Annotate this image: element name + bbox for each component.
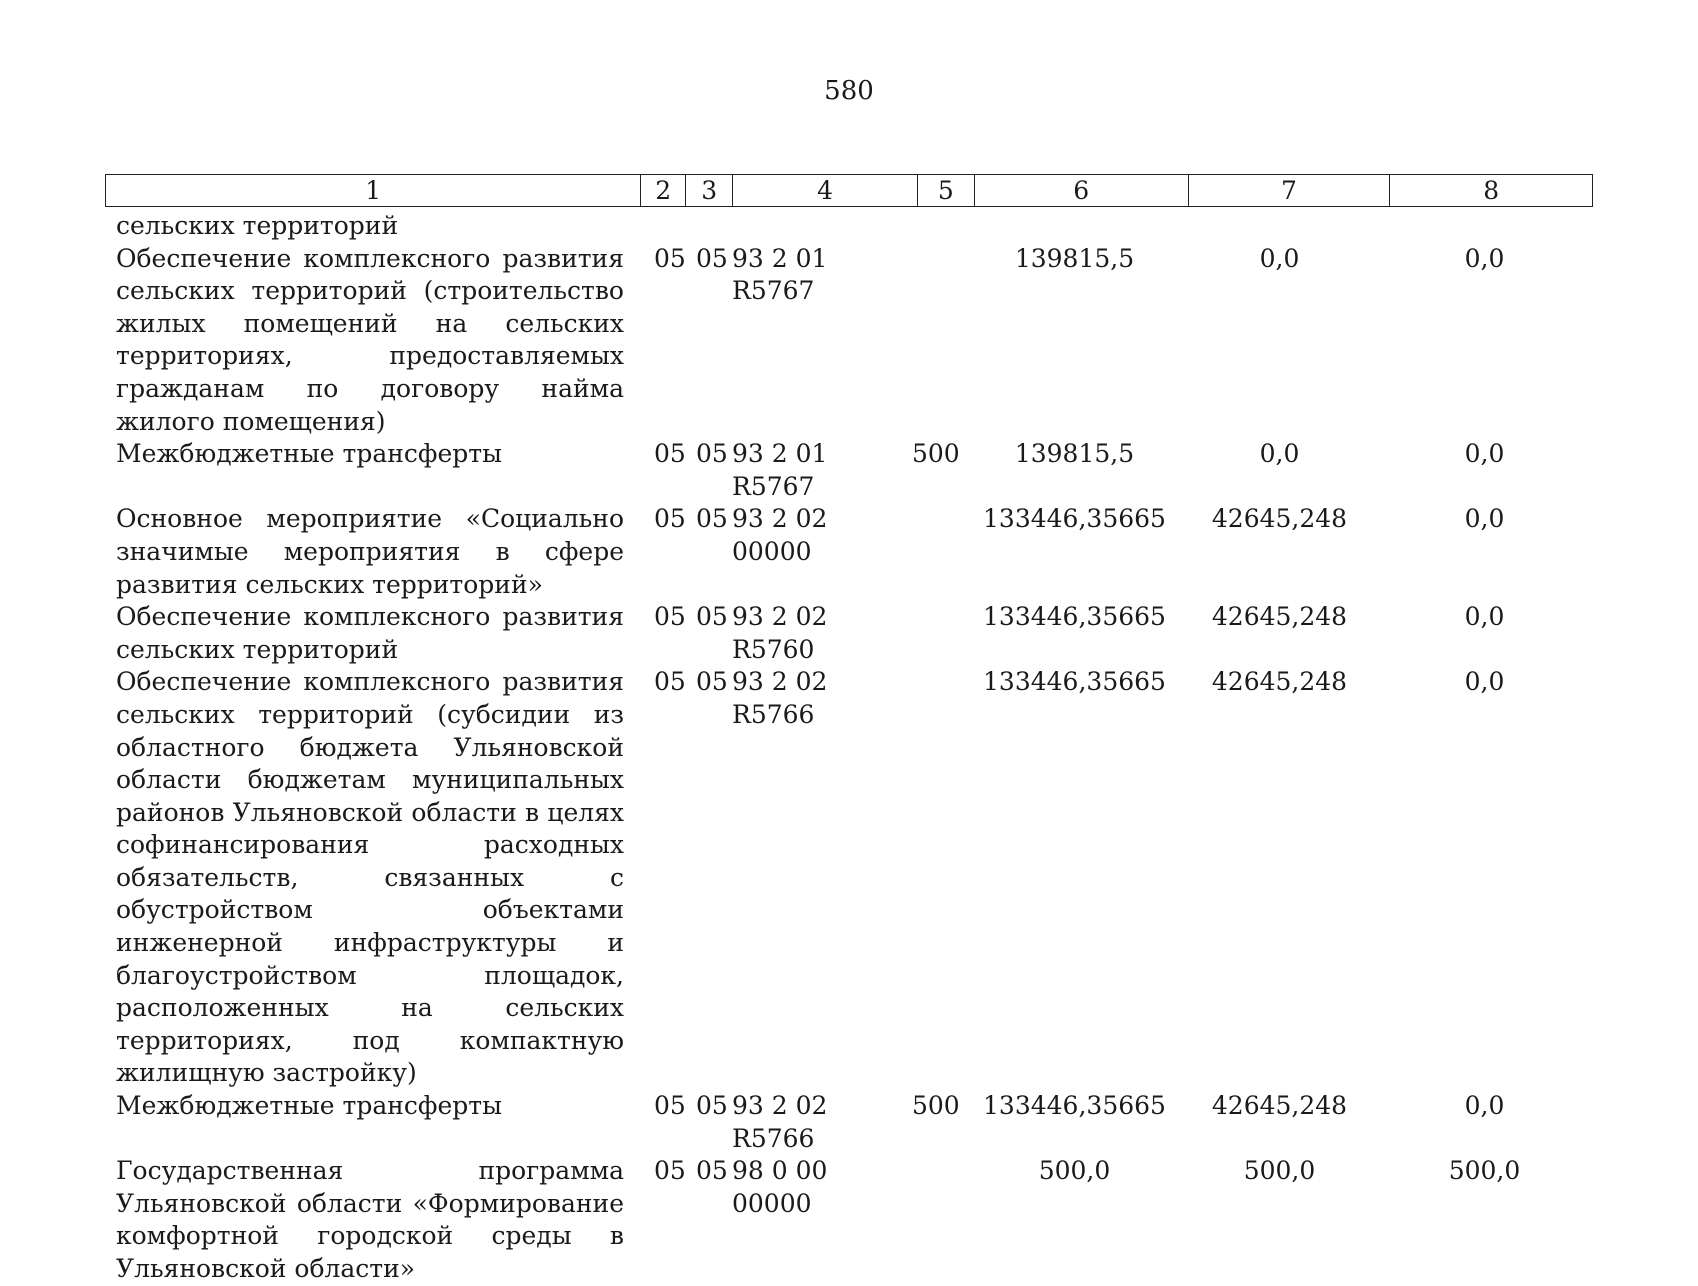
table-row [116, 243, 1596, 439]
row-amount-col7: 0,0 [1259, 439, 1300, 469]
row-section: 05 [654, 504, 686, 534]
row-name: сельских территорий [116, 211, 399, 240]
row-section: 05 [654, 1156, 686, 1186]
row-amount-col7: 42645,248 [1211, 1091, 1348, 1121]
table-row [116, 666, 1596, 1090]
column-header-3: 3 [686, 175, 733, 206]
row-name: Межбюджетные трансферты [116, 439, 503, 469]
row-amount-col8: 0,0 [1464, 1091, 1505, 1121]
row-amount-col6: 133446,35665 [983, 504, 1166, 534]
row-subsection: 05 [696, 504, 728, 534]
row-name: Обеспечение комплексного развития сельских территорий (строительство жилых помещений на сельских территориях, предоставляемых гражданам по договору найма жилого помещения) [116, 243, 624, 436]
row-target-code: 93 2 02 R5766 [732, 1091, 828, 1153]
row-section: 05 [654, 243, 686, 273]
column-header-5: 5 [918, 175, 975, 206]
row-expense-type [912, 1155, 972, 1285]
row-amount-col7: 42645,248 [1211, 504, 1348, 534]
table-column-header [105, 174, 1593, 207]
row-subsection: 05 [696, 439, 728, 469]
row-expense-type [912, 503, 972, 601]
row-amount-col6: 133446,35665 [983, 1091, 1166, 1121]
row-name: Основное мероприятие «Социально значимые мероприятия в сфере развития сельских территорий» [116, 504, 624, 599]
row-name: Межбюджетные трансферты [116, 1091, 503, 1121]
row-amount-col6: 133446,35665 [983, 602, 1166, 632]
row-target-code: 98 0 00 00000 [732, 1156, 828, 1218]
row-expense-type [912, 243, 972, 439]
row-section: 05 [654, 439, 686, 469]
row-amount-col8: 0,0 [1464, 602, 1505, 632]
row-target-code: 93 2 01 R5767 [732, 439, 828, 501]
row-amount-col6: 133446,35665 [983, 667, 1166, 697]
row-amount-col8: 500,0 [1448, 1156, 1521, 1186]
row-expense-type [912, 666, 972, 1090]
column-header-2: 2 [641, 175, 686, 206]
column-header-7: 7 [1189, 175, 1391, 206]
row-subsection: 05 [696, 243, 728, 273]
row-amount-col8: 0,0 [1464, 504, 1505, 534]
row-amount-col6: 500,0 [1038, 1156, 1111, 1186]
row-amount-col8: 0,0 [1464, 243, 1505, 273]
row-target-code: 93 2 02 00000 [732, 504, 828, 566]
row-expense-type: 500 [912, 439, 960, 469]
row-amount-col7 [1177, 210, 1382, 243]
row-amount-col7: 0,0 [1259, 243, 1300, 273]
row-amount-col7: 42645,248 [1211, 602, 1348, 632]
row-subsection: 05 [696, 667, 728, 697]
table-row [116, 210, 1596, 243]
column-header-6: 6 [975, 175, 1189, 206]
row-subsection: 05 [696, 1156, 728, 1186]
table-body [116, 210, 1596, 1286]
row-amount-col6: 139815,5 [1014, 439, 1135, 469]
row-target-code [732, 210, 912, 243]
row-amount-col8 [1382, 210, 1587, 243]
row-name: Обеспечение комплексного развития сельских территорий (субсидии из областного бюджета Ульяновской области бюджетам муниципальных районов Ульяновской области в целях софинансирования расходных обязательств, связанных с обустройством объектами инженерной инфраструктуры и благоустройством площадок, расположенных на сельских территориях, под компактную жилищную застройку) [116, 667, 624, 1088]
row-expense-type: 500 [912, 1091, 960, 1121]
row-name: Государственная программа Ульяновской области «Формирование комфортной городской среды в Ульяновской области» [116, 1156, 624, 1283]
column-header-4: 4 [733, 175, 918, 206]
row-amount-col7: 42645,248 [1211, 667, 1348, 697]
column-header-8: 8 [1483, 176, 1500, 205]
row-section [654, 210, 682, 243]
row-name: Обеспечение комплексного развития сельских территорий [116, 602, 624, 664]
row-expense-type [912, 210, 972, 243]
row-amount-col8: 0,0 [1464, 667, 1505, 697]
row-amount-col7: 500,0 [1243, 1156, 1316, 1186]
row-amount-col6 [972, 210, 1177, 243]
row-target-code: 93 2 01 R5767 [732, 243, 828, 306]
table-row [116, 438, 1596, 503]
row-section: 05 [654, 602, 686, 632]
table-row [116, 601, 1596, 666]
row-expense-type [912, 601, 972, 666]
row-amount-col8: 0,0 [1464, 439, 1505, 469]
row-section: 05 [654, 1091, 686, 1121]
row-section: 05 [654, 667, 686, 697]
row-target-code: 93 2 02 R5760 [732, 602, 828, 664]
page-number: 580 [824, 76, 874, 106]
row-target-code: 93 2 02 R5766 [732, 667, 828, 729]
table-row [116, 1155, 1596, 1285]
column-header-1: 1 [106, 175, 641, 206]
row-subsection: 05 [696, 1091, 728, 1121]
row-subsection: 05 [696, 602, 728, 632]
table-row [116, 1090, 1596, 1155]
table-row [116, 503, 1596, 601]
row-subsection [696, 210, 732, 243]
row-amount-col6: 139815,5 [1014, 243, 1135, 273]
